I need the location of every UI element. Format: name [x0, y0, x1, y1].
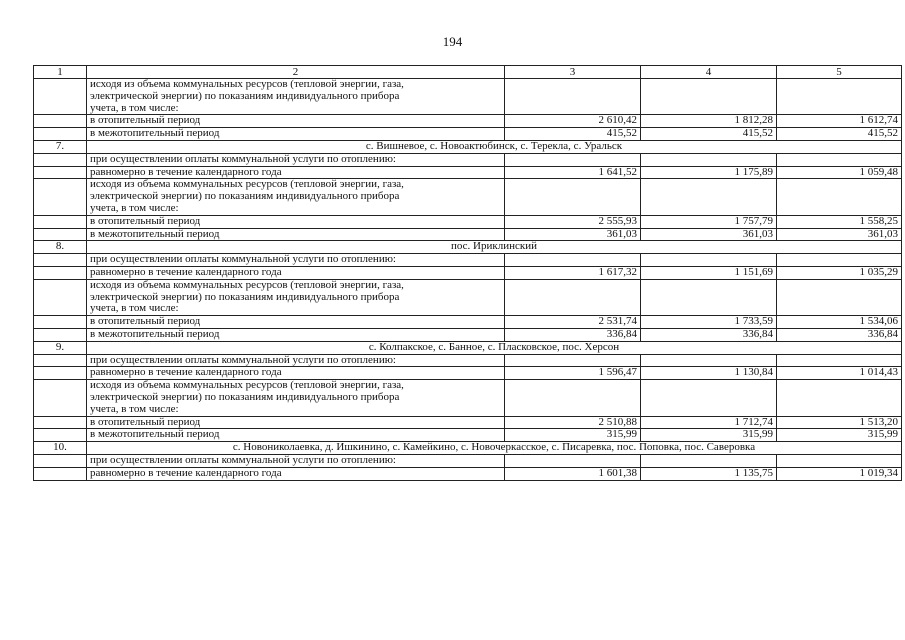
row-description: при осуществлении оплаты коммунальной услуги по отоплению:	[87, 153, 505, 166]
value-col-3	[505, 79, 641, 115]
value-col-3: 361,03	[505, 228, 641, 241]
row-number-empty	[34, 254, 87, 267]
value-col-5: 1 035,29	[777, 266, 902, 279]
description-row	[34, 179, 902, 215]
value-col-3	[505, 254, 641, 267]
value-col-3: 415,52	[505, 128, 641, 141]
row-number-empty	[34, 328, 87, 341]
tariff-row	[34, 215, 902, 228]
value-col-5: 415,52	[777, 128, 902, 141]
value-col-5: 1 059,48	[777, 166, 902, 179]
row-number: 9.	[34, 341, 87, 354]
value-col-5: 1 558,25	[777, 215, 902, 228]
location-row	[34, 241, 902, 254]
value-col-4: 1 175,89	[641, 166, 777, 179]
location-name: с. Вишневое, с. Новоактюбинск, с. Терекла, с. Уральск	[87, 140, 902, 153]
row-description: при осуществлении оплаты коммунальной услуги по отоплению:	[87, 254, 505, 267]
tariff-table	[33, 65, 902, 481]
value-col-5: 1 612,74	[777, 115, 902, 128]
description-row	[34, 153, 902, 166]
column-header-2: 2	[87, 66, 505, 79]
row-number-empty	[34, 367, 87, 380]
value-col-5	[777, 380, 902, 416]
column-header-4: 4	[641, 66, 777, 79]
column-header-1: 1	[34, 66, 87, 79]
row-description: в межотопительный период	[87, 429, 505, 442]
description-line: учета, в том числе:	[90, 302, 179, 315]
row-number-empty	[34, 354, 87, 367]
description-line: исходя из объема коммунальных ресурсов (тепловой энергии, газа,	[90, 178, 404, 191]
location-row	[34, 140, 902, 153]
row-number: 10.	[34, 442, 87, 455]
description-line: исходя из объема коммунальных ресурсов (тепловой энергии, газа,	[90, 78, 404, 90]
row-description	[87, 279, 505, 315]
value-col-5: 336,84	[777, 328, 902, 341]
row-description: равномерно в течение календарного года	[87, 266, 505, 279]
row-number-empty	[34, 416, 87, 429]
value-col-4	[641, 454, 777, 467]
row-number-empty	[34, 166, 87, 179]
description-row	[34, 354, 902, 367]
description-line: исходя из объема коммунальных ресурсов (тепловой энергии, газа,	[90, 379, 404, 392]
value-col-3	[505, 354, 641, 367]
value-col-5: 1 019,34	[777, 467, 902, 480]
value-col-4: 1 712,74	[641, 416, 777, 429]
value-col-4	[641, 254, 777, 267]
tariff-row	[34, 166, 902, 179]
row-number-empty	[34, 467, 87, 480]
description-row	[34, 279, 902, 315]
value-col-3: 2 531,74	[505, 316, 641, 329]
tariff-row	[34, 467, 902, 480]
row-description: равномерно в течение календарного года	[87, 166, 505, 179]
row-number-empty	[34, 153, 87, 166]
row-description: при осуществлении оплаты коммунальной услуги по отоплению:	[87, 454, 505, 467]
tariff-row	[34, 416, 902, 429]
value-col-4: 1 135,75	[641, 467, 777, 480]
location-name: с. Новониколаевка, д. Ишкинино, с. Камейкино, с. Новочеркасское, с. Писаревка, пос. Поповка, пос. Саверовка	[87, 442, 902, 455]
row-description: в межотопительный период	[87, 128, 505, 141]
value-col-3: 2 555,93	[505, 215, 641, 228]
value-col-4	[641, 380, 777, 416]
value-col-4: 361,03	[641, 228, 777, 241]
value-col-4: 1 812,28	[641, 115, 777, 128]
value-col-3	[505, 380, 641, 416]
row-number-empty	[34, 228, 87, 241]
row-number: 8.	[34, 241, 87, 254]
description-row	[34, 79, 902, 115]
value-col-3: 2 610,42	[505, 115, 641, 128]
value-col-3: 1 617,32	[505, 266, 641, 279]
value-col-5	[777, 254, 902, 267]
description-line: электрической энергии) по показаниям индивидуального прибора	[90, 390, 400, 403]
value-col-4: 1 151,69	[641, 266, 777, 279]
description-row	[34, 254, 902, 267]
value-col-4: 1 130,84	[641, 367, 777, 380]
row-number-empty	[34, 316, 87, 329]
value-col-5: 315,99	[777, 429, 902, 442]
value-col-4: 415,52	[641, 128, 777, 141]
location-row	[34, 341, 902, 354]
tariff-row	[34, 328, 902, 341]
value-col-5: 1 014,43	[777, 367, 902, 380]
value-col-4	[641, 153, 777, 166]
description-line: электрической энергии) по показаниям индивидуального прибора	[90, 290, 400, 303]
tariff-row	[34, 228, 902, 241]
value-col-3	[505, 153, 641, 166]
value-col-3: 1 601,38	[505, 467, 641, 480]
value-col-4	[641, 79, 777, 115]
tariff-row	[34, 316, 902, 329]
column-header-3: 3	[505, 66, 641, 79]
value-col-4: 1 757,79	[641, 215, 777, 228]
row-number-empty	[34, 380, 87, 416]
tariff-row	[34, 115, 902, 128]
description-line: электрической энергии) по показаниям индивидуального прибора	[90, 89, 400, 102]
value-col-4: 315,99	[641, 429, 777, 442]
value-col-5	[777, 354, 902, 367]
location-row	[34, 442, 902, 455]
description-line: электрической энергии) по показаниям индивидуального прибора	[90, 190, 400, 203]
description-line: учета, в том числе:	[90, 101, 179, 114]
value-col-5	[777, 79, 902, 115]
location-name: пос. Ириклинский	[87, 241, 902, 254]
tariff-row	[34, 128, 902, 141]
row-description: в отопительный период	[87, 215, 505, 228]
row-description	[87, 179, 505, 215]
row-number-empty	[34, 179, 87, 215]
row-description: равномерно в течение календарного года	[87, 467, 505, 480]
row-description: в межотопительный период	[87, 228, 505, 241]
description-line: исходя из объема коммунальных ресурсов (тепловой энергии, газа,	[90, 279, 404, 291]
value-col-4	[641, 179, 777, 215]
row-description	[87, 380, 505, 416]
tariff-row	[34, 429, 902, 442]
value-col-5	[777, 153, 902, 166]
tariff-row	[34, 266, 902, 279]
row-description	[87, 79, 505, 115]
description-line: учета, в том числе:	[90, 402, 179, 415]
row-description: в отопительный период	[87, 416, 505, 429]
value-col-5: 361,03	[777, 228, 902, 241]
page-number: 194	[442, 34, 463, 49]
column-header-5: 5	[777, 66, 902, 79]
value-col-3: 2 510,88	[505, 416, 641, 429]
value-col-3: 1 596,47	[505, 367, 641, 380]
row-description: равномерно в течение календарного года	[87, 367, 505, 380]
row-number-empty	[34, 429, 87, 442]
value-col-4	[641, 279, 777, 315]
value-col-3	[505, 454, 641, 467]
row-number-empty	[34, 115, 87, 128]
row-description: в отопительный период	[87, 115, 505, 128]
row-number-empty	[34, 79, 87, 115]
description-row	[34, 380, 902, 416]
row-description: в межотопительный период	[87, 328, 505, 341]
value-col-3	[505, 279, 641, 315]
value-col-3	[505, 179, 641, 215]
row-number-empty	[34, 454, 87, 467]
description-row	[34, 454, 902, 467]
row-description: в отопительный период	[87, 316, 505, 329]
value-col-4: 1 733,59	[641, 316, 777, 329]
table-header-row	[34, 66, 902, 79]
value-col-5	[777, 454, 902, 467]
tariff-row	[34, 367, 902, 380]
value-col-4	[641, 354, 777, 367]
value-col-5: 1 534,06	[777, 316, 902, 329]
row-description: при осуществлении оплаты коммунальной услуги по отоплению:	[87, 354, 505, 367]
value-col-3: 315,99	[505, 429, 641, 442]
value-col-4: 336,84	[641, 328, 777, 341]
description-line: учета, в том числе:	[90, 201, 179, 214]
value-col-5: 1 513,20	[777, 416, 902, 429]
value-col-5	[777, 179, 902, 215]
row-number-empty	[34, 279, 87, 315]
value-col-3: 1 641,52	[505, 166, 641, 179]
row-number-empty	[34, 215, 87, 228]
value-col-5	[777, 279, 902, 315]
row-number: 7.	[34, 140, 87, 153]
value-col-3: 336,84	[505, 328, 641, 341]
row-number-empty	[34, 266, 87, 279]
row-number-empty	[34, 128, 87, 141]
location-name: с. Колпакское, с. Банное, с. Пласковское, пос. Херсон	[87, 341, 902, 354]
